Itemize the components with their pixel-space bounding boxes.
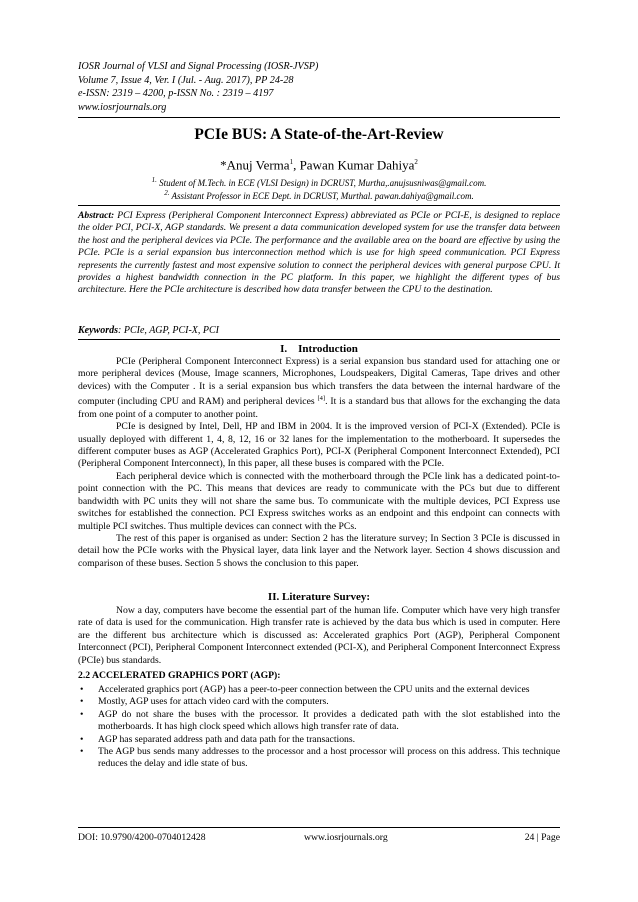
bullet-icon: •: [80, 684, 84, 695]
citation[interactable]: [4]: [317, 395, 326, 403]
affiliation-1-text: Student of M.Tech. in ECE (VLSI Design) in DCRUST, Murtha,.anujsusniwas@gmail.com.: [156, 178, 487, 188]
author-1: *Anuj Verma: [220, 157, 290, 173]
section-number: I.: [280, 343, 288, 355]
list-item: [78, 734, 560, 746]
list-item: [78, 696, 560, 708]
journal-url[interactable]: www.iosrjournals.org: [78, 101, 167, 113]
list-item-text: The AGP bus sends many addresses to the processor and a host processor will process on this address. This technique reduces the delay and idle state of bus.: [98, 746, 560, 770]
bullet-icon: •: [80, 746, 84, 758]
list-item-text: Accelerated graphics port (AGP) has a peer-to-peer connection between the CPU units and the external devices: [98, 684, 530, 695]
journal-issn: e-ISSN: 2319 – 4200, p-ISSN No. : 2319 – 4197: [78, 88, 274, 99]
affiliation-1-sup: 1.: [151, 176, 157, 184]
intro-paragraph-4: The rest of this paper is organised as under: Section 2 has the literature survey; In Section 3 PCIe is discussed in detail how the PCIe works with the Physical layer, data link layer and the Network layer. Section 4 shows discussion and comparison of these buses. Section 5 shows the conclusion to this paper.: [78, 532, 560, 569]
bullet-icon: •: [80, 708, 84, 720]
affiliation-2: [78, 187, 560, 202]
abstract-text: PCI Express (Peripheral Component Interconnect Express) abbreviated as PCIe or PCI-E, is designed to replace the older PCI, PCI-X, AGP standards. We present a data communication developed system for use the transfer data between the host and the peripheral devices via PCIe. The performance and the available area on the board are effective by using the PCIe. PCIe is a serial expansion bus interconnection method which is use for high speed communication. PCI Express represents the currently fastest and most expensive solution to connect the peripheral devices with general purpose CPU. It provides a highest bandwidth connection in the PC platform. In this paper, we highlight the different types of bus architecture. Here the PCIe architecture is described how data transfer between the CPU to the destination.: [78, 210, 560, 296]
agp-bullet-list: [78, 684, 560, 771]
intro-paragraph-1: [78, 356, 560, 421]
list-item-text: Mostly, AGP uses for attach video card with the computers.: [98, 696, 329, 708]
author-line: [78, 154, 560, 173]
subsection-agp-heading: 2.2 ACCELERATED GRAPHICS PORT (AGP):: [78, 670, 281, 681]
list-item-text: AGP do not share the buses with the processor. It provides a dedicated path with the slot established into the motherboards. It has high clock speed which allows high transfer rate of data.: [98, 708, 560, 733]
keywords-label: Keywords: [78, 325, 118, 336]
keywords-block: [78, 324, 560, 337]
abstract-top-rule: [78, 205, 560, 206]
keywords-bottom-rule: [78, 339, 560, 340]
introduction-body: [78, 356, 560, 570]
keywords-text: : PCIe, AGP, PCI-X, PCI: [118, 325, 220, 336]
section-introduction-heading: [78, 342, 560, 356]
section-title: Introduction: [298, 343, 358, 355]
intro-paragraph-2: PCIe is designed by Intel, Dell, HP and IBM in 2004. It is the improved version of PCI-X (Extended). PCIe is usually deployed with different 1, 4, 8, 12, 16 or 32 lanes for the implementation to the motherboard. It supersedes the different computer buses as AGP (Accelerated Graphics Port), PCI-X (Peripheral Component Interconnect Extended), PCI (Peripheral Component Interconnect), In this paper, all these buses is compared with the PCIe.: [78, 421, 560, 470]
bullet-icon: •: [80, 696, 84, 708]
journal-header: [78, 60, 578, 114]
abstract-block: [78, 210, 560, 297]
affiliation-2-text: Assistant Professor in ECE Dept. in DCRUST, Murthal. pawan.dahiya@gmail.com.: [169, 191, 474, 201]
section-literature-heading: II. Literature Survey:: [267, 591, 371, 603]
affiliation-2-sup: 2.: [164, 189, 170, 197]
author-2-sup: 2: [414, 158, 418, 166]
header-rule: [78, 117, 560, 118]
bullet-icon: •: [80, 733, 84, 745]
author-separator: ,: [293, 157, 300, 173]
list-item: [78, 684, 560, 696]
intro-paragraph-1-tail: . It is a standard bus that allows for the exchanging the data from one point of a computer to another point.: [78, 396, 561, 420]
journal-name: IOSR Journal of VLSI and Signal Processing (IOSR-JVSP): [78, 61, 319, 72]
author-1-sup: 1: [289, 158, 294, 166]
footer-site[interactable]: www.iosrjournals.org: [304, 832, 388, 843]
footer-page-number: 24 | Page: [524, 832, 560, 843]
literature-body: [78, 605, 560, 667]
list-item: [78, 709, 560, 734]
footer-rule: [78, 827, 560, 828]
intro-paragraph-3: Each peripheral device which is connected with the motherboard through the PCIe link has a dedicated point-to-point connection with the PC. This means that devices are ready to communicate with the PCs but due to different bandwidth with PC units they will not share the same bus. To communicate with the multiple devices, PCI Express use switches for established the connection. PCI Express switches works as an endpoint and this endpoint can connects with multiple PCI switches. Thus multiple devices can connect with the PCs.: [78, 470, 560, 532]
list-item-text: AGP has separated address path and data path for the transactions.: [98, 733, 356, 745]
literature-paragraph: Now a day, computers have become the essential part of the human life. Computer which have very high transfer rate of data is used for the communication. High transfer rate is achieved by the data bus which is used in computer. Here are the different bus architecture which is discussed as: Accelerated graphics Port (AGP), Peripheral Component Interconnect (PCI), Peripheral Component Interconnect extended (PCI-X), and Peripheral Component Interconnect Express (PCIe) bus standards.: [78, 605, 560, 666]
journal-volume: Volume 7, Issue 4, Ver. I (Jul. - Aug. 2017), PP 24-28: [78, 74, 294, 86]
paper-title: PCIe BUS: A State-of-the-Art-Review: [194, 126, 444, 143]
author-2: Pawan Kumar Dahiya: [299, 157, 415, 173]
list-item: [78, 746, 560, 771]
footer-doi: DOI: 10.9790/4200-0704012428: [78, 832, 206, 843]
intro-paragraph-1-text: PCIe (Peripheral Component Interconnect Express) is a serial expansion bus standard used for attaching one or more peripheral devices (Mouse, Image scanners, Microphones, Loudspeakers, Digital Cameras, Tape drives and other devices) with the Computer . It is a serial expansion bus which transfers the data between the internal hardware of the computer (including CPU and RAM) and peripheral devices: [78, 356, 560, 408]
abstract-label: Abstract:: [78, 210, 115, 221]
